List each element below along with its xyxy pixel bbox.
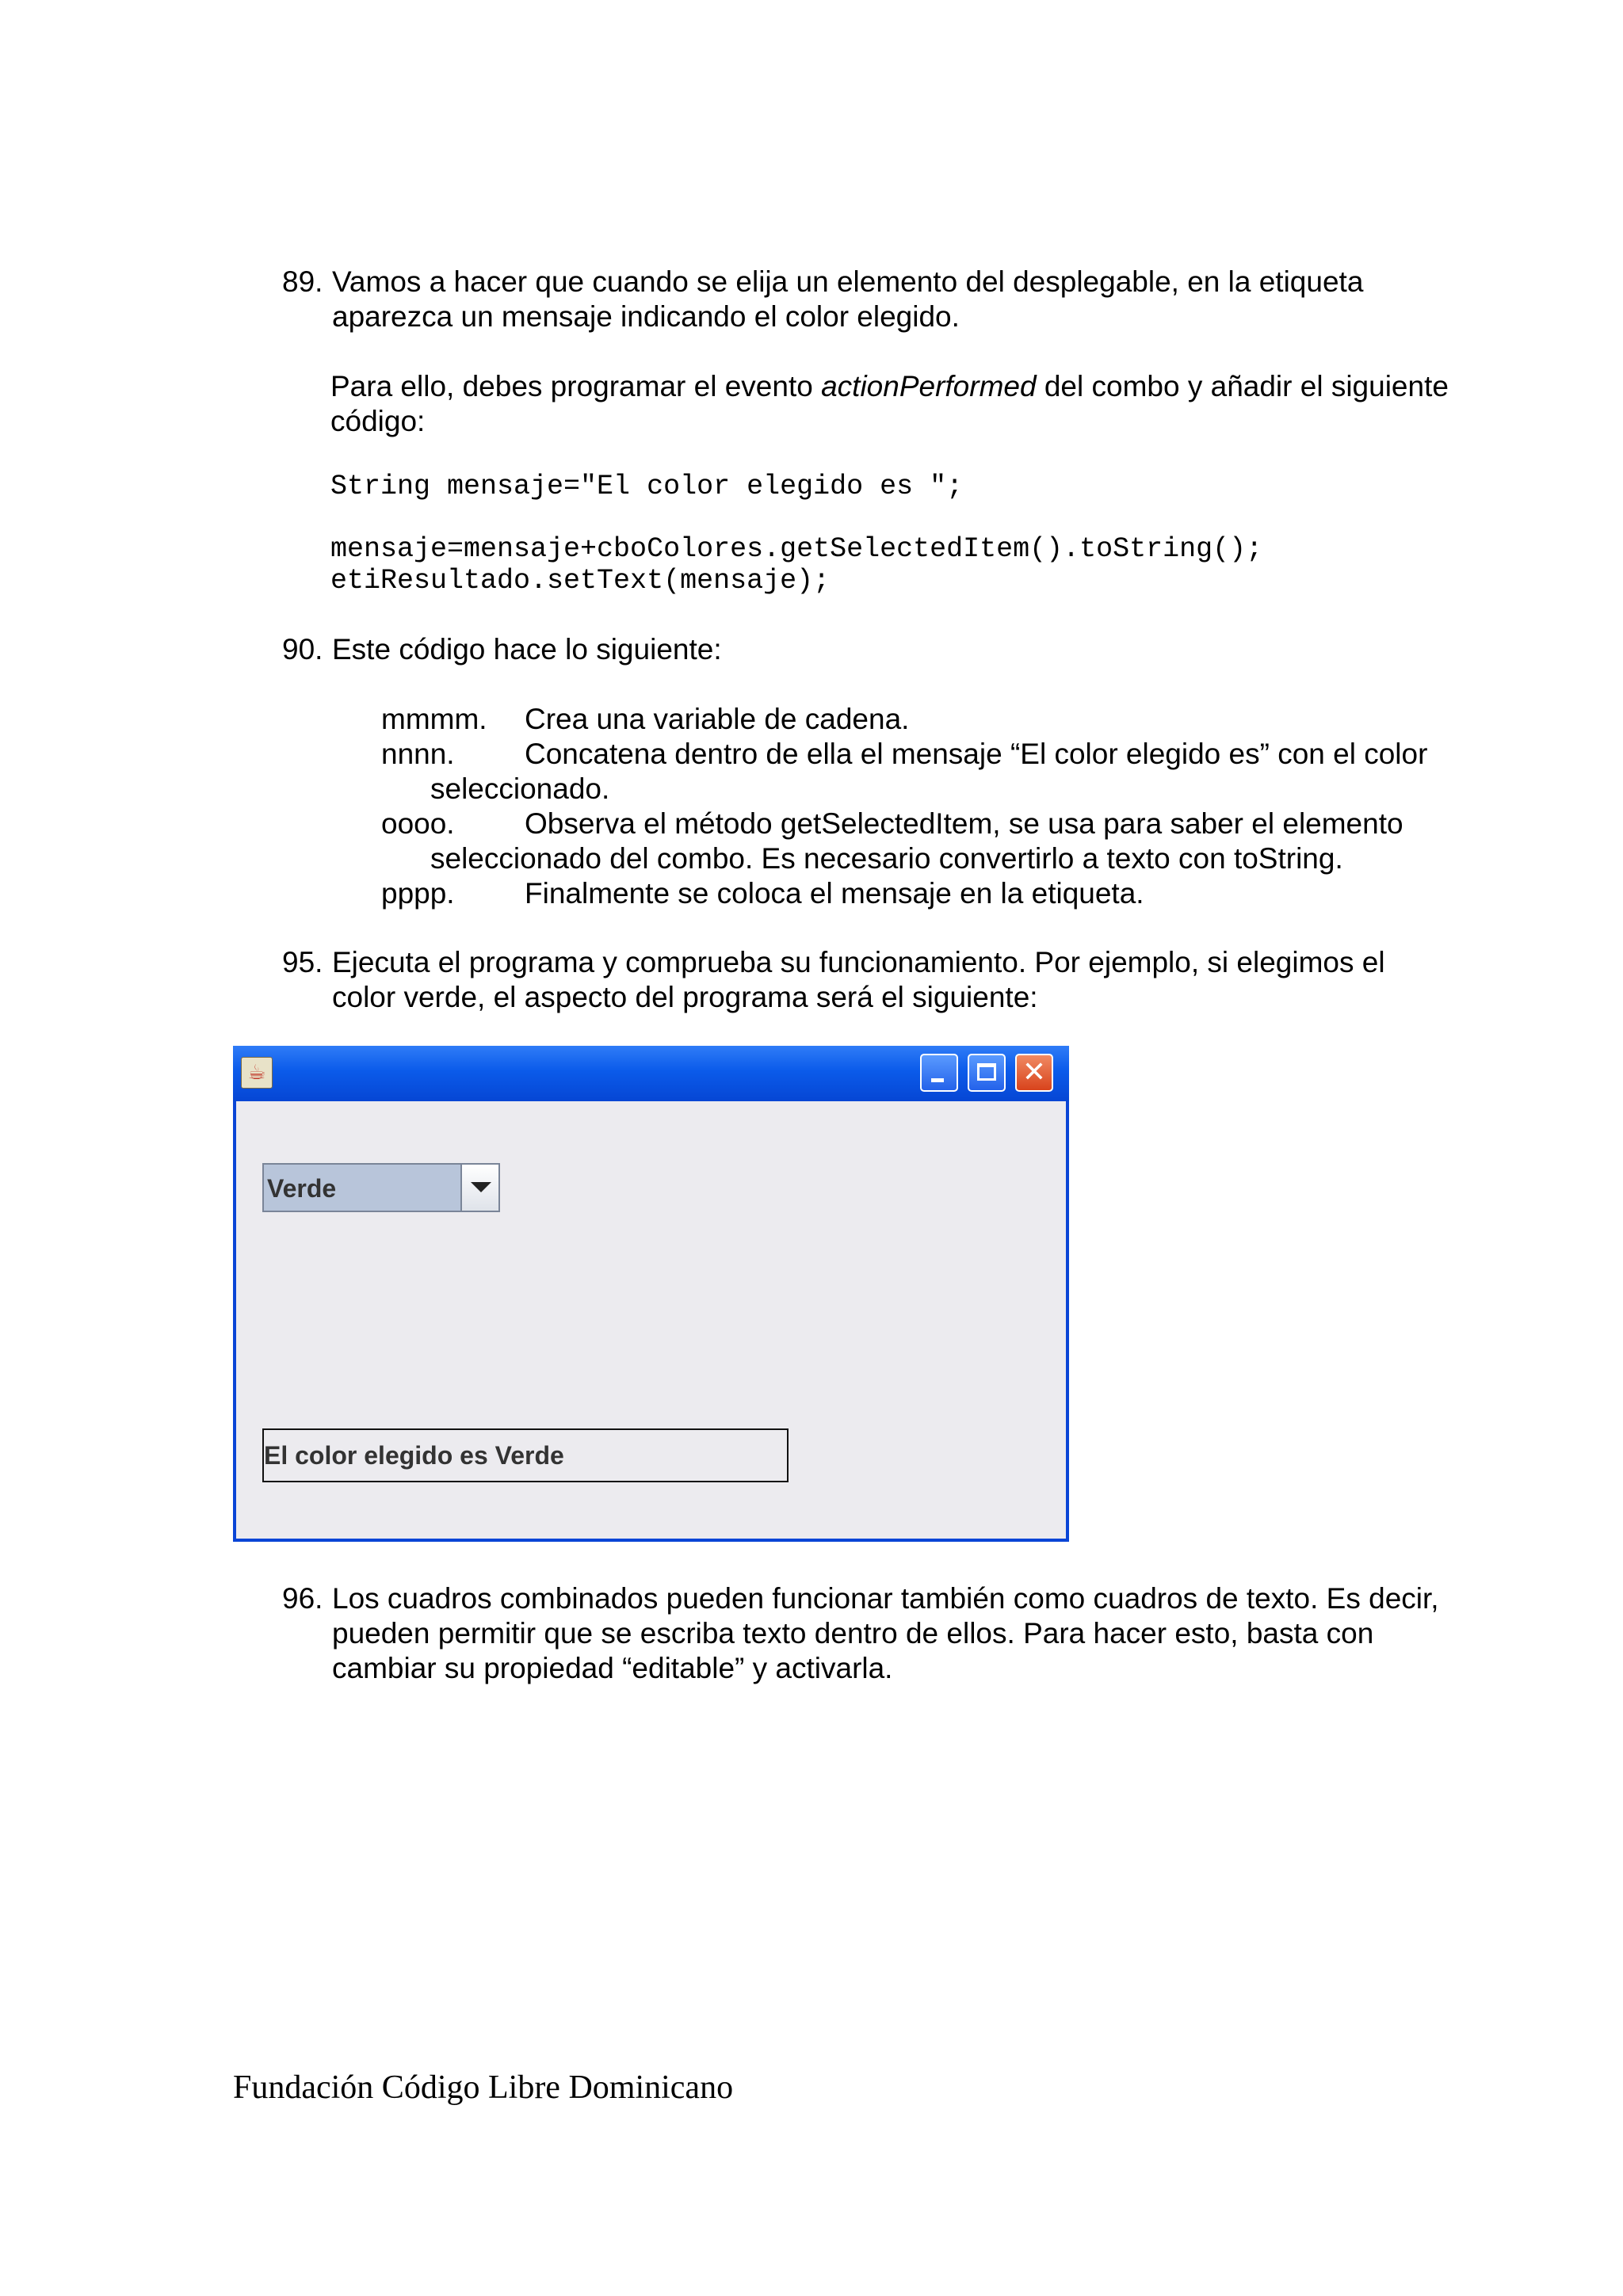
code-line-2: mensaje=mensaje+cboColores.getSelectedItem().toString(); [330, 533, 1263, 565]
window-titlebar [233, 1046, 1069, 1101]
item-90-number: 90. [282, 633, 323, 666]
item-89-number: 89. [282, 265, 323, 298]
combo-dropdown-button[interactable] [460, 1165, 498, 1211]
result-label [262, 1428, 789, 1482]
item-95-line2: color verde, el aspecto del programa será el siguiente: [332, 981, 1038, 1013]
sub-item-text: Crea una variable de cadena. [525, 703, 910, 735]
instruction-paragraph [330, 369, 1449, 404]
chevron-down-icon [471, 1182, 491, 1192]
instruction-text-pre: Para ello, debes programar el evento [330, 370, 822, 402]
sub-item-text: Observa el método getSelectedItem, se usa para saber el elemento [525, 807, 1403, 840]
item-90-text: Este código hace lo siguiente: [332, 633, 722, 666]
item-95-line1: Ejecuta el programa y comprueba su funcionamiento. Por ejemplo, si elegimos el [332, 946, 1385, 978]
maximize-button[interactable] [968, 1054, 1006, 1092]
sub-item-continuation: seleccionado. [430, 772, 610, 805]
sub-item-label: mmmm. [381, 703, 487, 735]
item-96-line2: pueden permitir que se escriba texto dentro de ellos. Para hacer esto, basta con [332, 1617, 1374, 1650]
instruction-paragraph-line2: código: [330, 405, 426, 437]
item-96-line1: Los cuadros combinados pueden funcionar también como cuadros de texto. Es decir, [332, 1582, 1439, 1615]
code-line-1: String mensaje="El color elegido es "; [330, 471, 964, 502]
item-96-number: 96. [282, 1582, 323, 1615]
minimize-button[interactable] [920, 1054, 958, 1092]
close-icon: ✕ [1022, 1056, 1047, 1089]
app-window-screenshot [233, 1046, 1069, 1542]
minimize-icon [931, 1078, 944, 1082]
sub-item-label: nnnn. [381, 738, 455, 770]
sub-item-text: Concatena dentro de ella el mensaje “El color elegido es” con el color [525, 738, 1428, 770]
code-line-3: etiResultado.setText(mensaje); [330, 565, 831, 597]
sub-item-text: Finalmente se coloca el mensaje en la etiqueta. [525, 877, 1144, 910]
sub-item-label: oooo. [381, 807, 455, 840]
instruction-text-post: del combo y añadir el siguiente [1036, 370, 1449, 402]
combo-selected-value: Verde [267, 1174, 337, 1203]
item-96-line3: cambiar su propiedad “editable” y activarla. [332, 1652, 893, 1684]
result-label-text: El color elegido es Verde [264, 1441, 564, 1470]
java-icon: ☕ [241, 1057, 273, 1089]
maximize-icon [977, 1063, 996, 1081]
sub-item-label: pppp. [381, 877, 455, 910]
event-name: actionPerformed [821, 370, 1037, 402]
item-89-line1: Vamos a hacer que cuando se elija un elemento del desplegable, en la etiqueta [332, 265, 1364, 298]
close-button[interactable] [1015, 1054, 1053, 1092]
sub-item-continuation: seleccionado del combo. Es necesario convertirlo a texto con toString. [430, 842, 1343, 875]
item-89-line2: aparezca un mensaje indicando el color elegido. [332, 300, 960, 333]
color-combo-box[interactable] [262, 1163, 500, 1212]
item-95-number: 95. [282, 946, 323, 978]
page-footer: Fundación Código Libre Dominicano [233, 2069, 734, 2106]
